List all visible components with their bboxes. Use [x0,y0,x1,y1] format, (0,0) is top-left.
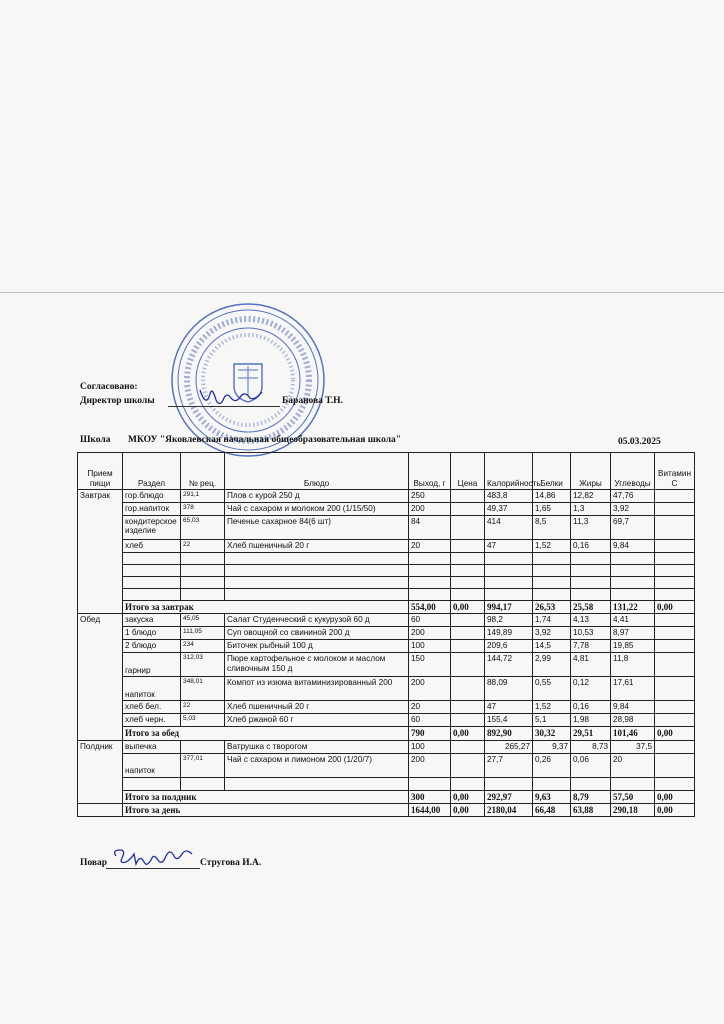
section-cell: гор.блюдо [123,490,181,503]
carb-cell: 47,76 [611,490,655,503]
total-out: 790 [409,727,451,740]
vitc-cell [655,503,695,516]
approved-label: Согласовано: [80,382,138,392]
dish-cell: Чай с сахаром и молоком 200 (1/15/50) [225,503,409,516]
protein-cell: 1,74 [533,614,571,627]
price-cell [451,627,485,640]
total-vitc: 0,00 [655,601,695,614]
kcal-cell: 49,37 [485,503,533,516]
total-label: Итого за день [123,804,409,817]
vitc-cell [655,627,695,640]
protein-cell: 2,99 [533,653,571,677]
dish-cell: Ватрушка с творогом [225,740,409,753]
fat-cell: 4,13 [571,614,611,627]
total-protein: 26,53 [533,601,571,614]
out-cell: 250 [409,490,451,503]
recipe-cell: 312,03 [181,653,225,677]
section-cell: хлеб [123,540,181,553]
price-cell [451,714,485,727]
kcal-cell: 483,8 [485,490,533,503]
total-out: 300 [409,790,451,803]
section-cell: хлеб бел. [123,701,181,714]
protein-cell: 14,5 [533,640,571,653]
dish-cell: Чай с сахаром и лимоном 200 (1/20/7) [225,753,409,777]
vitc-cell [655,640,695,653]
out-cell: 84 [409,516,451,540]
director-label: Директор школы [80,396,155,406]
vitc-cell [655,540,695,553]
director-signature-icon [196,384,266,410]
kcal-cell: 88,09 [485,677,533,701]
table-row [78,653,695,677]
total-price: 0,00 [451,601,485,614]
protein-cell: 0,55 [533,677,571,701]
carb-cell: 69,7 [611,516,655,540]
cook-label: Повар [80,858,108,868]
total-kcal: 994,17 [485,601,533,614]
kcal-cell: 209,6 [485,640,533,653]
out-cell: 20 [409,540,451,553]
col-header: № рец. [181,453,225,490]
empty-row [78,565,695,577]
table-header-row [78,453,695,490]
table-row [78,503,695,516]
section-cell: напиток [123,677,181,701]
out-cell: 20 [409,701,451,714]
fat-cell: 8,73 [571,740,611,753]
fat-cell: 0,16 [571,701,611,714]
recipe-cell: 65,03 [181,516,225,540]
col-header: Выход, г [409,453,451,490]
price-cell [451,677,485,701]
dish-cell: Хлеб пшеничный 20 г [225,701,409,714]
recipe-cell: 291,1 [181,490,225,503]
vitc-cell [655,740,695,753]
out-cell: 200 [409,753,451,777]
carb-cell: 20 [611,753,655,777]
total-label: Итого за обед [123,727,409,740]
recipe-cell: 234 [181,640,225,653]
signature-line [106,868,200,869]
carb-cell: 9,84 [611,701,655,714]
table-row [78,714,695,727]
recipe-cell: 45,05 [181,614,225,627]
kcal-cell: 27,7 [485,753,533,777]
kcal-cell: 47 [485,701,533,714]
out-cell: 100 [409,740,451,753]
out-cell: 60 [409,714,451,727]
meal-name: Обед [78,614,123,740]
total-label: Итого за полдник [123,790,409,803]
total-carb: 101,46 [611,727,655,740]
table-row [78,540,695,553]
price-cell [451,614,485,627]
out-cell: 200 [409,503,451,516]
out-cell: 150 [409,653,451,677]
cook-signature-icon [110,846,198,868]
section-cell: гор.напиток [123,503,181,516]
total-kcal: 892,90 [485,727,533,740]
section-cell: 1 блюдо [123,627,181,640]
total-label: Итого за завтрак [123,601,409,614]
price-cell [451,653,485,677]
fat-cell: 1,98 [571,714,611,727]
recipe-cell [181,740,225,753]
fat-cell: 12,82 [571,490,611,503]
price-cell [451,640,485,653]
table-row [78,740,695,753]
protein-cell: 8,5 [533,516,571,540]
table-row [78,516,695,540]
total-protein: 30,32 [533,727,571,740]
menu-date: 05.03.2025 [618,437,661,447]
total-price: 0,00 [451,804,485,817]
out-cell: 200 [409,677,451,701]
breakfast-total-row [78,601,695,614]
vitc-cell [655,677,695,701]
col-header: Цена [451,453,485,490]
recipe-cell: 348,01 [181,677,225,701]
recipe-cell: 378 [181,503,225,516]
dish-cell: Суп овощной со свининой 200 д [225,627,409,640]
kcal-cell: 98,2 [485,614,533,627]
kcal-cell: 149,89 [485,627,533,640]
dish-cell: Хлеб ржаной 60 г [225,714,409,727]
empty-row [78,577,695,589]
sheet-edge [0,292,724,293]
price-cell [451,516,485,540]
recipe-cell: 111,05 [181,627,225,640]
snack-total-row [78,790,695,803]
director-name: Баранова Т.Н. [282,396,343,406]
dish-cell: Пюре картофельное с молоком и маслом сливочным 150 д [225,653,409,677]
meal-name: Полдник [78,740,123,803]
col-header: Углеводы [611,453,655,490]
price-cell [451,753,485,777]
total-fat: 29,51 [571,727,611,740]
table-row [78,701,695,714]
vitc-cell [655,653,695,677]
price-cell [451,701,485,714]
total-fat: 63,88 [571,804,611,817]
total-vitc: 0,00 [655,804,695,817]
kcal-cell: 155,4 [485,714,533,727]
protein-cell: 0,26 [533,753,571,777]
cook-name: Стругова И.А. [200,858,262,868]
dish-cell: Биточек рыбный 100 д [225,640,409,653]
menu-table [77,452,695,817]
col-header: Белки [533,453,571,490]
total-price: 0,00 [451,790,485,803]
school-label: Школа [80,435,111,445]
carb-cell: 9,84 [611,540,655,553]
protein-cell: 1,65 [533,503,571,516]
total-kcal: 2180,04 [485,804,533,817]
total-kcal: 292,97 [485,790,533,803]
col-header: Витамин С [655,453,695,490]
table-row [78,640,695,653]
carb-cell: 11,8 [611,653,655,677]
vitc-cell [655,753,695,777]
fat-cell: 4,81 [571,653,611,677]
dish-cell: Плов с курой 250 д [225,490,409,503]
price-cell [451,740,485,753]
empty-row [78,777,695,790]
fat-cell: 10,53 [571,627,611,640]
protein-cell: 5,1 [533,714,571,727]
price-cell [451,490,485,503]
carb-cell: 37,5 [611,740,655,753]
empty-row [78,589,695,601]
recipe-cell: 377,01 [181,753,225,777]
dish-cell: Салат Студенческий с кукурузой 60 д [225,614,409,627]
table-row [78,490,695,503]
total-carb: 290,18 [611,804,655,817]
meal-name: Завтрак [78,490,123,614]
section-cell: напиток [123,753,181,777]
out-cell: 200 [409,627,451,640]
total-carb: 57,50 [611,790,655,803]
vitc-cell [655,714,695,727]
dish-cell: Компот из изюма витаминизированный 200 [225,677,409,701]
table-row [78,677,695,701]
fat-cell: 1,3 [571,503,611,516]
price-cell [451,540,485,553]
out-cell: 60 [409,614,451,627]
kcal-cell: 47 [485,540,533,553]
total-fat: 8,79 [571,790,611,803]
school-name: МКОУ "Яковлевская начальная общеобразовательная школа" [128,435,402,445]
total-protein: 66,48 [533,804,571,817]
recipe-cell: 22 [181,540,225,553]
recipe-cell: 5,03 [181,714,225,727]
fat-cell: 11,3 [571,516,611,540]
protein-cell: 3,92 [533,627,571,640]
col-header: Жиры [571,453,611,490]
fat-cell: 0,12 [571,677,611,701]
kcal-cell: 144,72 [485,653,533,677]
total-vitc: 0,00 [655,727,695,740]
kcal-cell: 414 [485,516,533,540]
price-cell [451,503,485,516]
protein-cell: 1,52 [533,540,571,553]
section-cell: выпечка [123,740,181,753]
total-protein: 9,63 [533,790,571,803]
carb-cell: 28,98 [611,714,655,727]
total-carb: 131,22 [611,601,655,614]
table-row [78,753,695,777]
recipe-cell: 22 [181,701,225,714]
carb-cell: 19,85 [611,640,655,653]
protein-cell: 9,37 [533,740,571,753]
total-price: 0,00 [451,727,485,740]
section-cell: 2 блюдо [123,640,181,653]
fat-cell: 0,16 [571,540,611,553]
empty-row [78,553,695,565]
vitc-cell [655,701,695,714]
col-header: Прием пищи [78,453,123,490]
vitc-cell [655,516,695,540]
total-out: 1644,00 [409,804,451,817]
vitc-cell [655,490,695,503]
section-cell: хлеб черн. [123,714,181,727]
col-header: Калорийность [485,453,533,490]
carb-cell: 17,61 [611,677,655,701]
lunch-total-row [78,727,695,740]
dish-cell: Хлеб пшеничный 20 г [225,540,409,553]
section-cell: закуска [123,614,181,627]
section-cell: кондитерское изделие [123,516,181,540]
total-fat: 25,58 [571,601,611,614]
fat-cell: 7,78 [571,640,611,653]
carb-cell: 8,97 [611,627,655,640]
section-cell: гарнир [123,653,181,677]
total-vitc: 0,00 [655,790,695,803]
carb-cell: 3,92 [611,503,655,516]
table-row [78,614,695,627]
out-cell: 100 [409,640,451,653]
vitc-cell [655,614,695,627]
total-out: 554,00 [409,601,451,614]
fat-cell: 0,06 [571,753,611,777]
dish-cell: Печенье сахарное 84(6 шт) [225,516,409,540]
kcal-cell: 265,27 [485,740,533,753]
col-header: Блюдо [225,453,409,490]
table-row [78,627,695,640]
col-header: Раздел [123,453,181,490]
day-total-row [78,804,695,817]
carb-cell: 4,41 [611,614,655,627]
protein-cell: 14,86 [533,490,571,503]
protein-cell: 1,52 [533,701,571,714]
